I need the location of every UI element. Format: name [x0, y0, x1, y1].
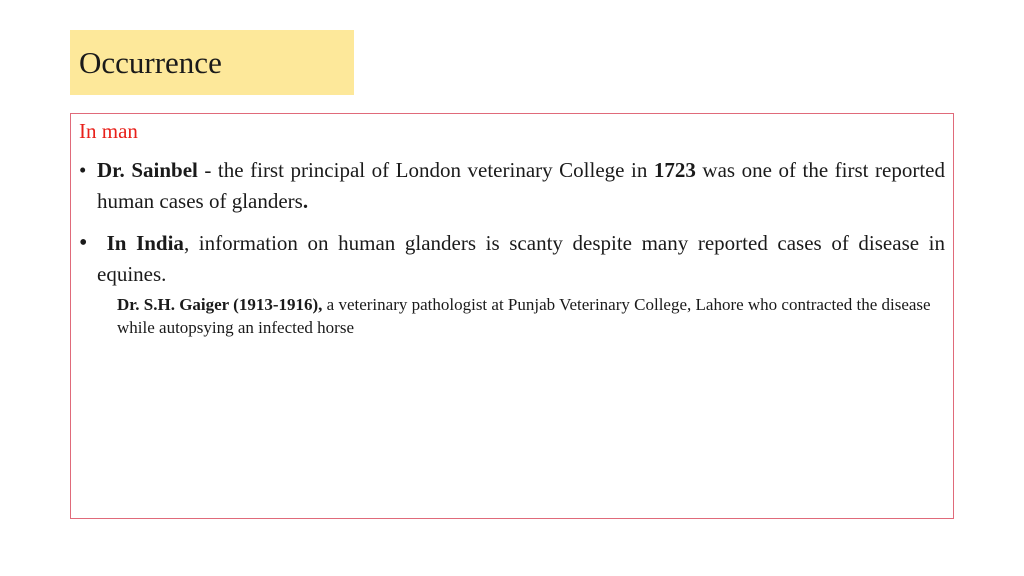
content-box — [70, 113, 954, 519]
bullet-bold-name: Dr. Sainbel — [97, 158, 198, 182]
bullet-bold-period: . — [302, 189, 309, 213]
bullet-bold-heading: In India — [106, 231, 184, 255]
sub-bullet-text: a veterinary pathologist at Punjab Veterinary College, Lahore who contracted the disease while autopsying an infected horse — [117, 295, 931, 337]
bullet-body — [97, 155, 945, 217]
bullet-in-india — [79, 228, 945, 290]
sub-bullet-dr-gaiger — [117, 293, 947, 339]
bullet-marker: • — [79, 230, 88, 256]
bullet-body — [97, 228, 945, 290]
bullet-text: - the first principal of London veterinary College in — [197, 158, 654, 182]
subheading-in-man: In man — [79, 119, 138, 143]
slide-title: Occurrence — [79, 44, 222, 80]
bullet-dr-sainbel — [79, 155, 945, 217]
bullet-marker: • — [79, 158, 87, 182]
slide-title-box — [70, 30, 354, 95]
bullet-bold-year: 1723 — [653, 158, 696, 182]
bullet-text: , information on human glanders is scanty despite many reported cases of disease in equines. — [97, 231, 946, 286]
sub-bullet-bold-name: Dr. S.H. Gaiger (1913-1916), — [117, 295, 323, 314]
bullet-text: was one of the first reported human cases of glanders — [97, 158, 945, 213]
